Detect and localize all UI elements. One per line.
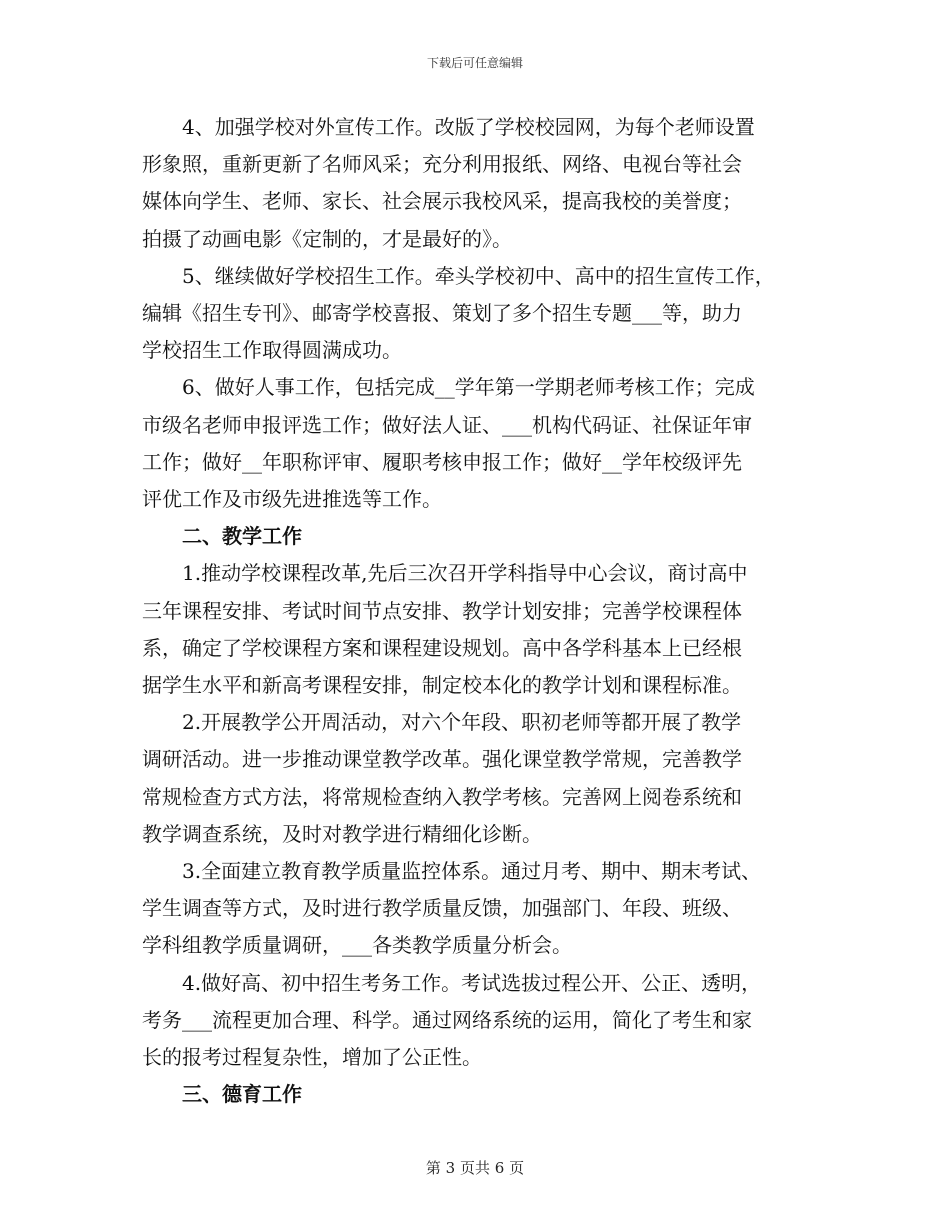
paragraph-admissions <box>142 258 810 370</box>
text-line: 学校招生工作取得圆满成功。 <box>142 338 402 363</box>
section-heading-moral-education: 三、德育工作 <box>182 1082 302 1107</box>
paragraph-curriculum-reform <box>142 555 810 704</box>
text-line: 4.做好高、初中招生考务工作。考试选拔过程公开、公正、透明， <box>182 970 762 995</box>
text-line: 三年课程安排、考试时间节点安排、教学计划安排；完善学校课程体 <box>142 598 742 623</box>
section-heading-teaching: 二、教学工作 <box>182 524 302 549</box>
paragraph-personnel <box>142 369 810 518</box>
text-line: 1.推动学校课程改革,先后三次召开学科指导中心会议，商讨高中 <box>182 561 748 586</box>
text-line: 学科组教学质量调研，___各类教学质量分析会。 <box>142 933 572 958</box>
text-line: 系，确定了学校课程方案和课程建设规划。高中各学科基本上已经根 <box>142 635 742 660</box>
text-line: 2.开展教学公开周活动，对六个年段、职初老师等都开展了教学 <box>182 710 742 735</box>
paragraph-quality-monitoring <box>142 853 810 965</box>
text-line: 常规检查方式方法，将常规检查纳入教学考核。完善网上阅卷系统和 <box>142 784 742 809</box>
document-body <box>142 109 810 1113</box>
page-header-note: 下载后可任意编辑 <box>426 56 523 70</box>
text-line: 据学生水平和新高考课程安排，制定校本化的教学计划和课程标准。 <box>142 673 742 698</box>
text-line: 评优工作及市级先进推选等工作。 <box>142 487 442 512</box>
text-line: 拍摄了动画电影《定制的，才是最好的》。 <box>142 226 512 251</box>
text-line: 长的报考过程复杂性，增加了公正性。 <box>142 1045 482 1070</box>
text-line: 教学调查系统，及时对教学进行精细化诊断。 <box>142 821 542 846</box>
text-line: 考务___流程更加合理、科学。通过网络系统的运用，简化了考生和家 <box>142 1007 752 1032</box>
text-line: 媒体向学生、老师、家长、社会展示我校风采，提高我校的美誉度； <box>142 189 742 214</box>
text-line: 5、继续做好学校招生工作。牵头学校初中、高中的招生宣传工作， <box>182 263 775 288</box>
page-number: 第 3 页共 6 页 <box>425 1159 525 1177</box>
text-line: 6、做好人事工作，包括完成__学年第一学期老师考核工作；完成 <box>182 375 755 400</box>
paragraph-exam-affairs <box>142 965 810 1077</box>
text-line: 编辑《招生专刊》、邮寄学校喜报、策划了多个招生专题___等，助力 <box>142 301 742 326</box>
paragraph-publicity <box>142 109 810 258</box>
paragraph-open-week <box>142 704 810 853</box>
text-line: 3.全面建立教育教学质量监控体系。通过月考、期中、期末考试、 <box>182 859 762 884</box>
text-line: 工作；做好__年职称评审、履职考核申报工作；做好__学年校级评先 <box>142 449 742 474</box>
text-line: 形象照，重新更新了名师风采；充分利用报纸、网络、电视台等社会 <box>142 152 742 177</box>
text-line: 学生调查等方式，及时进行教学质量反馈，加强部门、年段、班级、 <box>142 896 742 921</box>
text-line: 市级名老师申报评选工作；做好法人证、___机构代码证、社保证年审 <box>142 412 752 437</box>
text-line: 调研活动。进一步推动课堂教学改革。强化课堂教学常规，完善教学 <box>142 747 742 772</box>
text-line: 4、加强学校对外宣传工作。改版了学校校园网，为每个老师设置 <box>182 115 755 139</box>
